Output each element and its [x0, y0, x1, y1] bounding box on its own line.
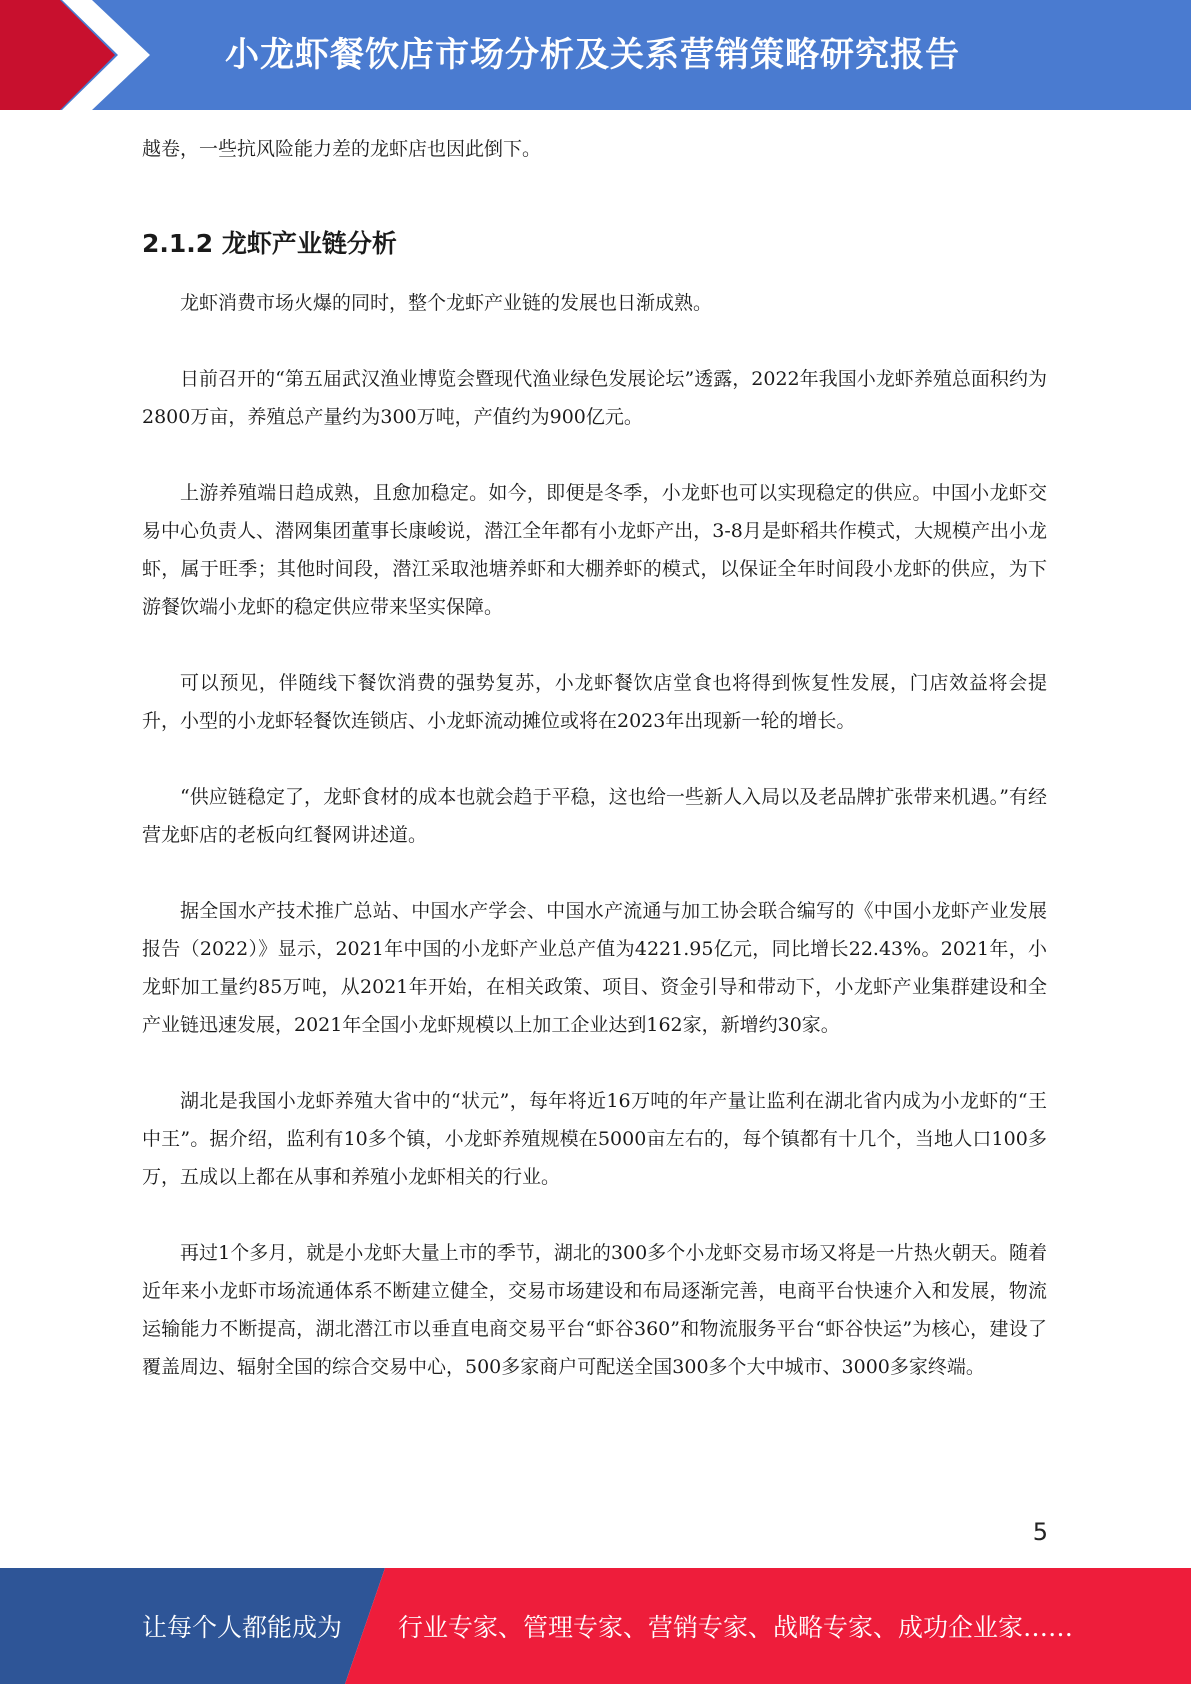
page-header: [0, 0, 1191, 110]
paragraph: 龙虾消费市场火爆的同时，整个龙虾产业链的发展也日渐成熟。: [180, 292, 713, 314]
paragraph: 日前召开的“第五届武汉渔业博览会暨现代渔业绿色发展论坛”透露，2022年我国小龙虾养殖总面积约为2800万亩，养殖总产量约为300万吨，产值约为900亿元。: [142, 368, 1047, 428]
page-number: 5: [1032, 1518, 1048, 1546]
continuation-text: 越卷，一些抗风险能力差的龙虾店也因此倒下。: [142, 138, 542, 160]
footer-slogan-right: 行业专家、管理专家、营销专家、战略专家、成功企业家……: [398, 1613, 1074, 1642]
report-title: 小龙虾餐饮店市场分析及关系营销策略研究报告: [225, 35, 960, 75]
paragraph: 据全国水产技术推广总站、中国水产学会、中国水产流通与加工协会联合编写的《中国小龙虾产业发展报告（2022）》显示，2021年中国的小龙虾产业总产值为4221.95亿元，同比增长22.43%。2021年，小龙虾加工量约85万吨，从2021年开始，在相关政策、项目、资金引导和带动下，小龙虾产业集群建设和全产业链迅速发展，2021年全国小龙虾规模以上加工企业达到162家，新增约30家。: [142, 900, 1047, 1036]
paragraph: 上游养殖端日趋成熟，且愈加稳定。如今，即便是冬季，小龙虾也可以实现稳定的供应。中国小龙虾交易中心负责人、潜网集团董事长康峻说，潜江全年都有小龙虾产出，3-8月是虾稻共作模式，大规模产出小龙虾，属于旺季；其他时间段，潜江采取池塘养虾和大棚养虾的模式，以保证全年时间段小龙虾的供应，为下游餐饮端小龙虾的稳定供应带来坚实保障。: [142, 482, 1047, 618]
paragraph: 可以预见，伴随线下餐饮消费的强势复苏，小龙虾餐饮店堂食也将得到恢复性发展，门店效益将会提升，小型的小龙虾轻餐饮连锁店、小龙虾流动摊位或将在2023年出现新一轮的增长。: [142, 672, 1047, 732]
paragraph: 湖北是我国小龙虾养殖大省中的“状元”，每年将近16万吨的年产量让监利在湖北省内成为小龙虾的“王中王”。据介绍，监利有10多个镇，小龙虾养殖规模在5000亩左右的，每个镇都有十几个，当地人口100多万，五成以上都在从事和养殖小龙虾相关的行业。: [142, 1090, 1047, 1188]
page-footer: [0, 1568, 1191, 1684]
section-heading: 2.1.2 龙虾产业链分析: [142, 229, 397, 258]
footer-slogan-left: 让每个人都能成为: [142, 1613, 343, 1642]
page-body: [142, 130, 1047, 1386]
paragraph: 再过1个多月，就是小龙虾大量上市的季节，湖北的300多个小龙虾交易市场又将是一片热火朝天。随着近年来小龙虾市场流通体系不断建立健全，交易市场建设和布局逐渐完善，电商平台快速介入和发展，物流运输能力不断提高，湖北潜江市以垂直电商交易平台“虾谷360”和物流服务平台“虾谷快运”为核心，建设了覆盖周边、辐射全国的综合交易中心，500多家商户可配送全国300多个大中城市、3000多家终端。: [142, 1242, 1047, 1378]
paragraph: “供应链稳定了，龙虾食材的成本也就会趋于平稳，这也给一些新人入局以及老品牌扩张带来机遇。”有经营龙虾店的老板向红餐网讲述道。: [142, 786, 1047, 846]
